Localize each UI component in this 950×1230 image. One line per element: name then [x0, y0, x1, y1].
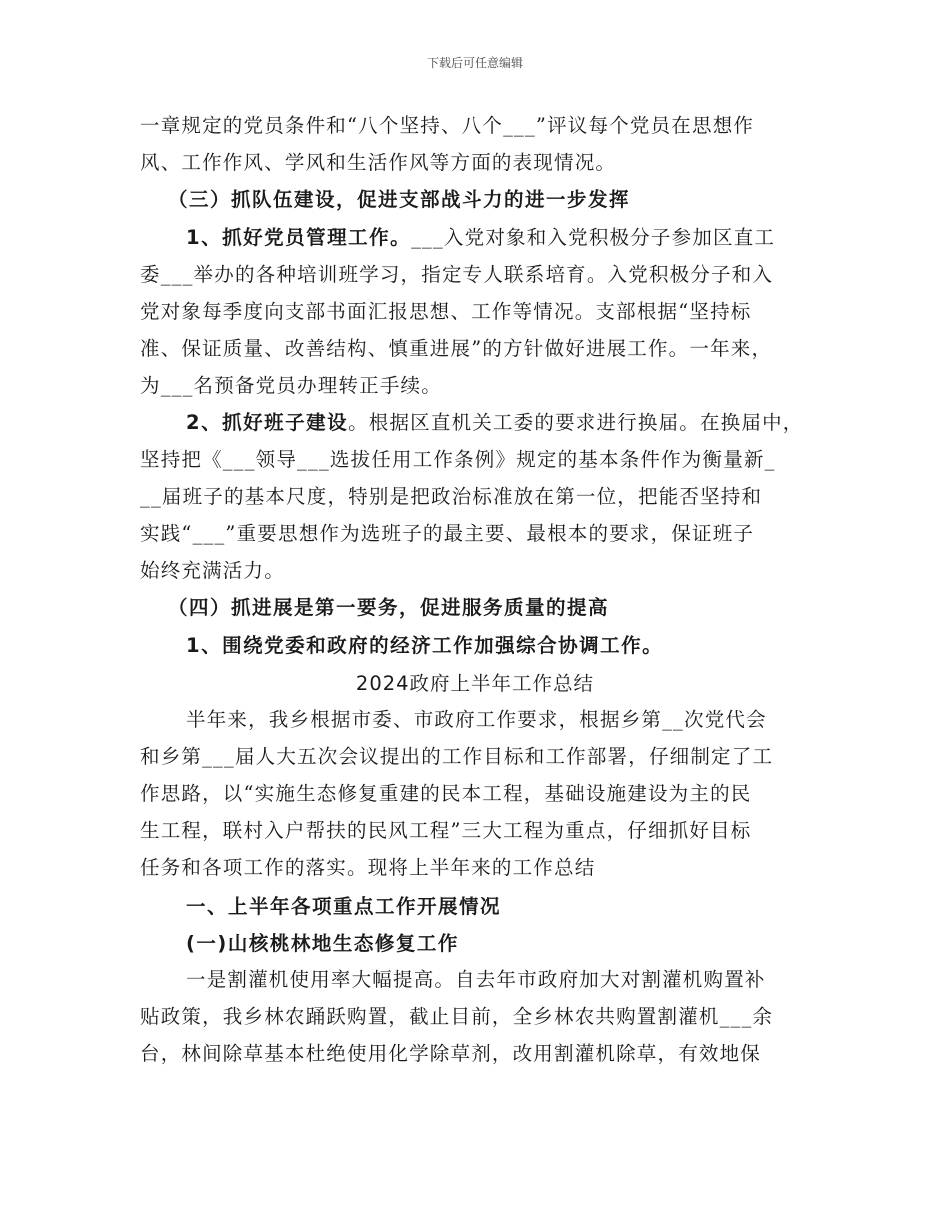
paragraph-line: 始终充满活力。	[140, 559, 285, 582]
paragraph-line: 半年来，我乡根据市委、市政府工作要求，根据乡第__次党代会	[186, 708, 767, 731]
paragraph-line: 一是割灌机使用率大幅提高。自去年市政府加大对割灌机购置补	[186, 968, 766, 991]
paragraph-line: 党对象每季度向支部书面汇报思想、工作等情况。支部根据“坚持标	[140, 300, 752, 323]
paragraph-line	[186, 226, 775, 250]
subheading: (一)山核桃林地生态修复工作	[186, 932, 459, 955]
paragraph-line: 为___名预备党员办理转正手续。	[140, 374, 442, 397]
paragraph-line: 一章规定的党员条件和“八个坚持、八个___”评议每个党员在思想作	[140, 114, 755, 137]
paragraph-line: __届班子的基本尺度，特别是把政治标准放在第一位，把能否坚持和	[140, 485, 763, 508]
paragraph-line	[186, 411, 803, 435]
section-heading: （四）抓进展是第一要务，促进服务质量的提高	[168, 596, 610, 619]
paragraph-line: 坚持把《___领导___选拔任用工作条例》规定的基本条件作为衡量新_	[140, 448, 776, 471]
paragraph-line: 和乡第___届人大五次会议提出的工作目标和工作部署，仔细制定了工	[140, 745, 774, 768]
paragraph-line: 生工程，联村入户帮扶的民风工程”三大工程为重点，仔细抓好目标	[140, 819, 752, 842]
paragraph-line: 准、保证质量、改善结构、慎重进展”的方针做好进展工作。一年来，	[140, 337, 773, 360]
document-title: 2024政府上半年工作总结	[355, 672, 595, 695]
section-heading: 一、上半年各项重点工作开展情况	[186, 895, 502, 918]
page-header: 下载后可任意编辑	[426, 56, 523, 70]
paragraph-text: ___入党对象和入党积极分子参加区直工	[411, 226, 776, 249]
paragraph-text: 。根据区直机关工委的要求进行换届。在换届中，	[348, 411, 804, 434]
paragraph-line: 贴政策，我乡林农踊跃购置，截止目前，全乡林农共购置割灌机___余	[140, 1005, 774, 1028]
subheading: 2、抓好班子建设	[186, 411, 349, 434]
paragraph-line: 台，林间除草基本杜绝使用化学除草剂，改用割灌机除草，有效地保	[140, 1042, 762, 1065]
section-heading: （三）抓队伍建设，促进支部战斗力的进一步发挥	[168, 188, 631, 211]
paragraph-line: 任务和各项工作的落实。现将上半年来的工作总结	[140, 856, 596, 879]
paragraph-line: 作思路，以“实施生态修复重建的民本工程，基础设施建设为主的民	[140, 782, 752, 805]
subheading: 1、抓好党员管理工作。	[186, 226, 412, 249]
paragraph-line: 风、工作作风、学风和生活作风等方面的表现情况。	[140, 151, 617, 174]
subheading: 1、围绕党委和政府的经济工作加强综合协调工作。	[186, 634, 664, 657]
paragraph-line: 实践“___”重要思想作为选班子的最主要、最根本的要求，保证班子	[140, 522, 755, 545]
paragraph-line: 委___举办的各种培训班学习，指定专人联系培育。入党积极分子和入	[140, 263, 774, 286]
